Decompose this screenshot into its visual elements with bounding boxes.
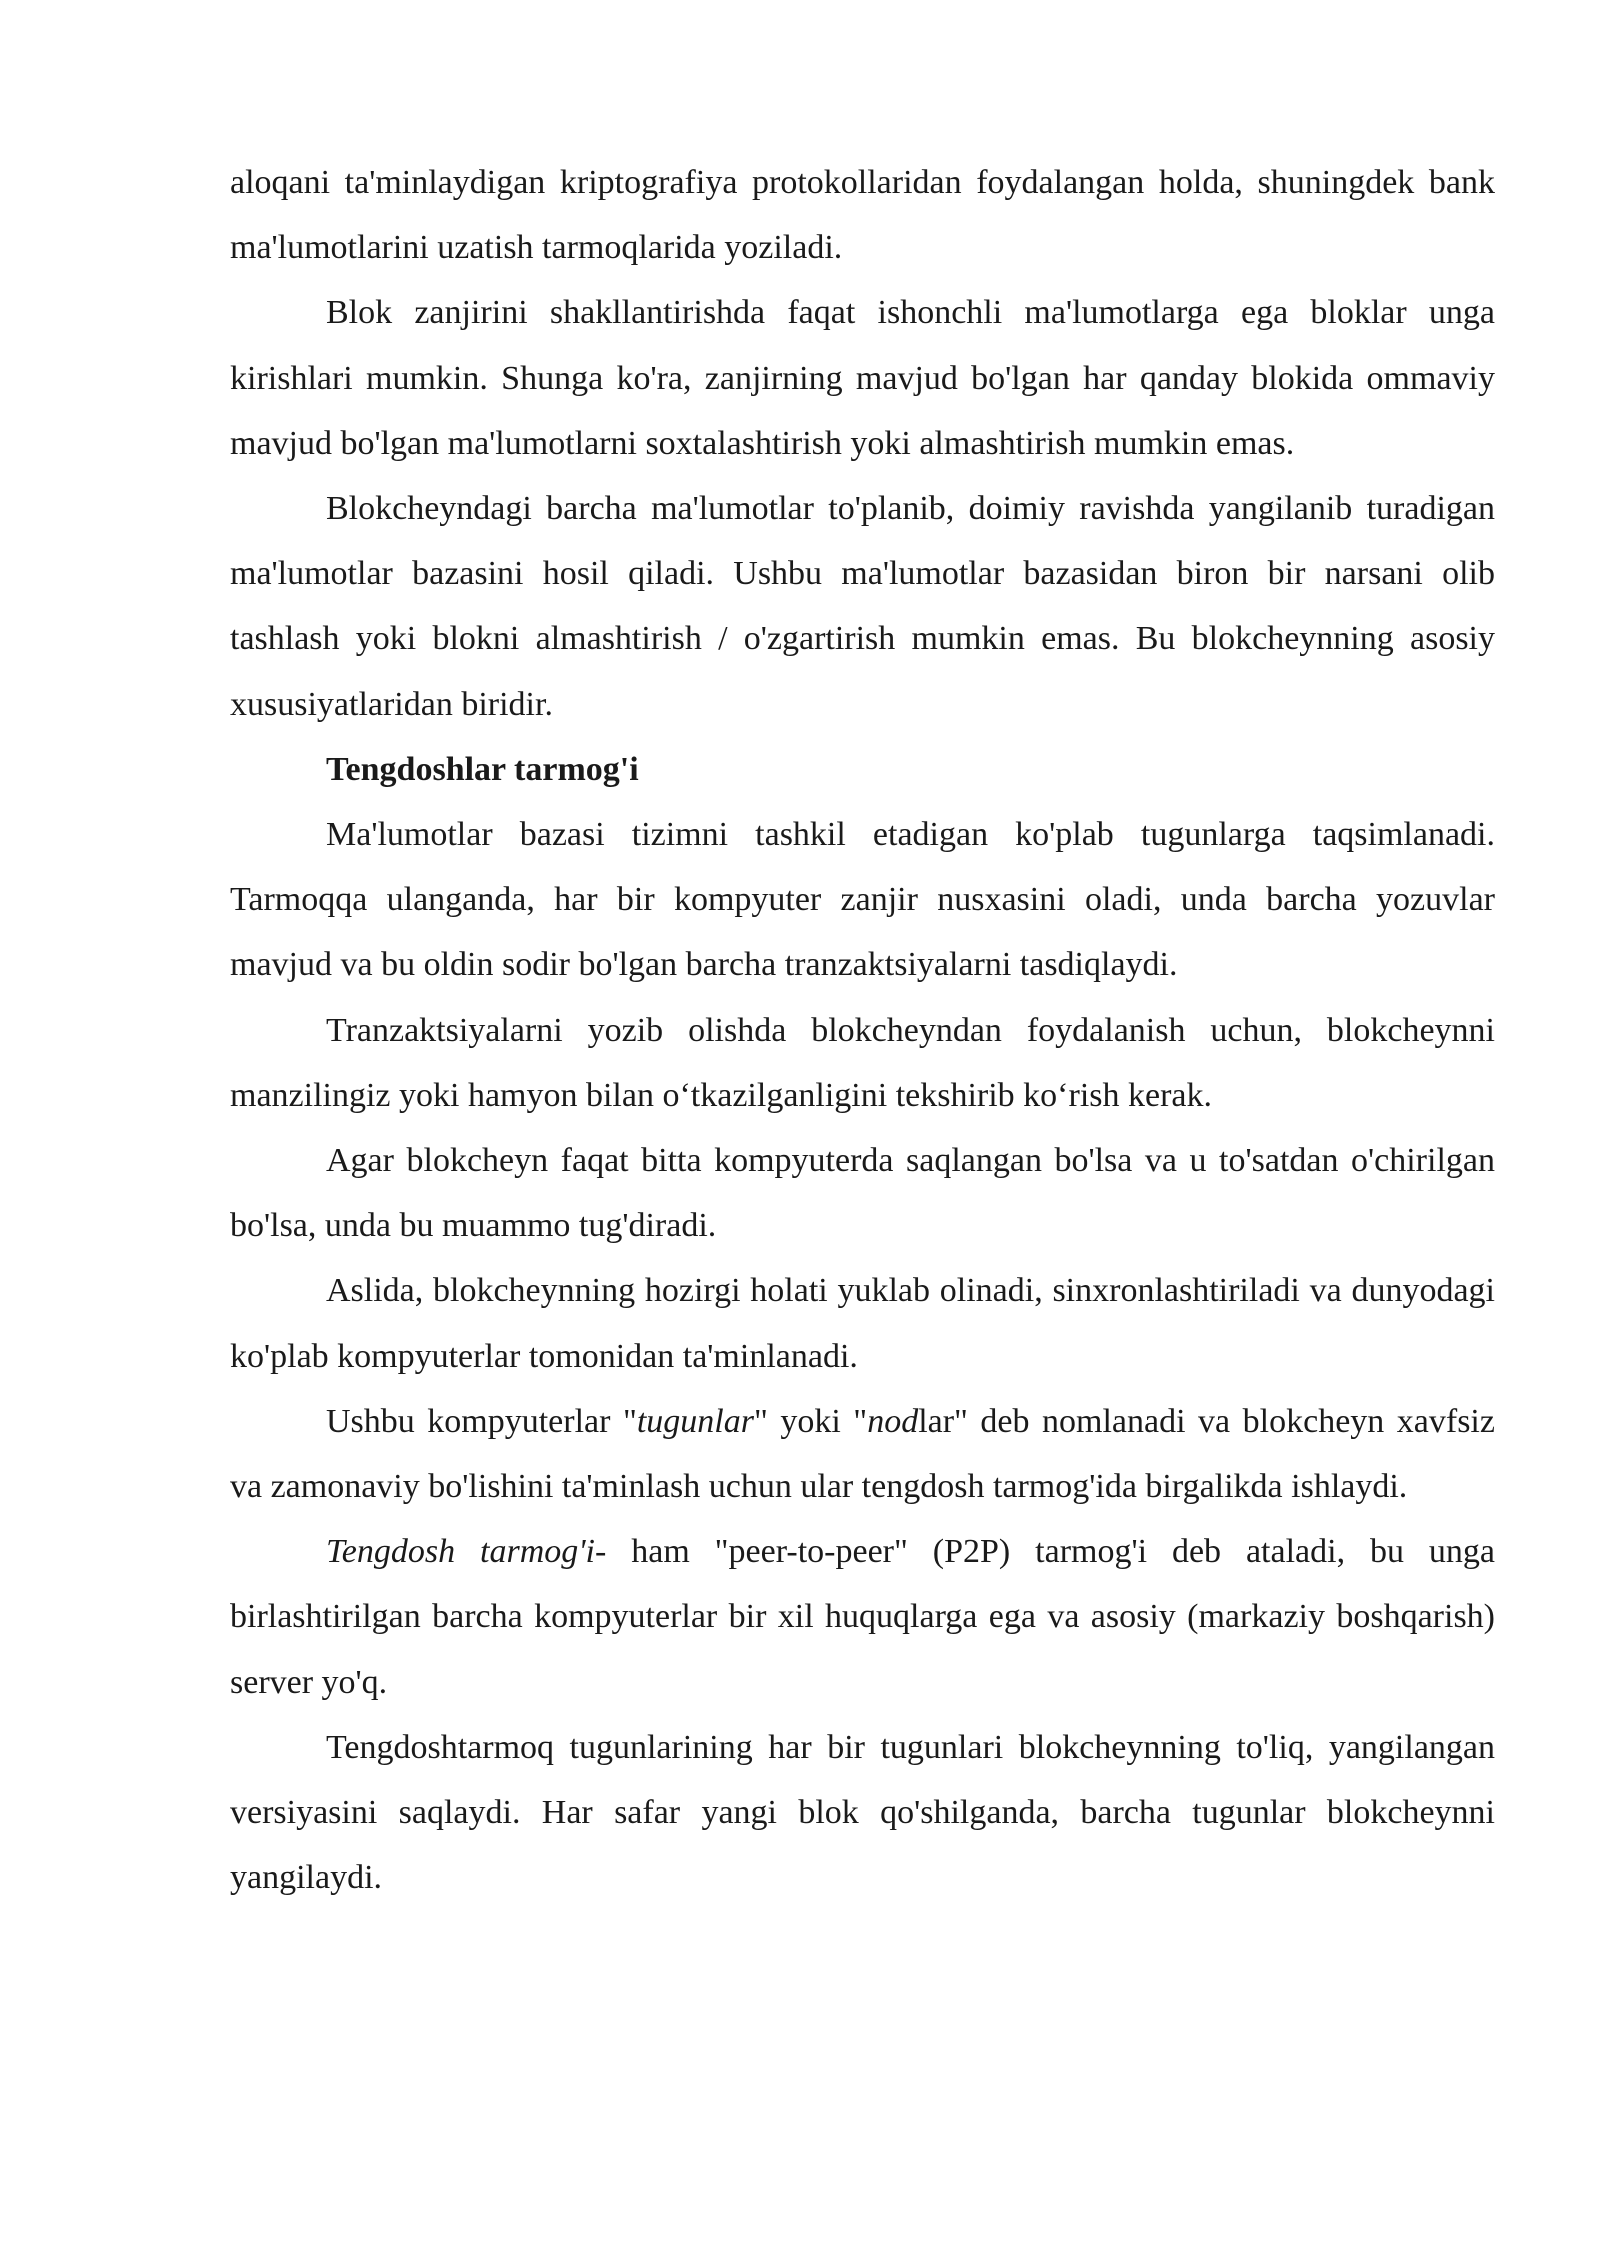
- paragraph-5: Tranzaktsiyalarni yozib olishda blokcheyndan foydalanish uchun, blokcheynni manzilingiz yoki hamyon bilan o‘tkazilganligini tekshirib ko‘rish kerak.: [230, 1011, 1495, 1114]
- paragraph-3: Blokcheyndagi barcha ma'lumotlar to'planib, doimiy ravishda yangilanib turadigan ma'lumotlar bazasini hosil qiladi. Ushbu ma'lumotlar bazasidan biron bir narsani olib tashlash yoki blokni almashtirish / o'zgartirish mumkin emas. Bu blokcheynning asosiy xususiyatlaridan biridir.: [230, 490, 1495, 723]
- paragraph-8-text-2: " yoki ": [753, 1402, 868, 1440]
- paragraph-7: Aslida, blokcheynning hozirgi holati yuklab olinadi, sinxronlashtiriladi va dunyodagi ko'plab kompyuterlar tomonidan ta'minlanadi.: [230, 1272, 1495, 1375]
- paragraph-1: aloqani ta'minlaydigan kriptografiya protokollaridan foydalangan holda, shuningdek bank ma'lumotlarini uzatish tarmoqlarida yoziladi.: [230, 164, 1495, 267]
- paragraph-8-italic-1: tugunlar: [636, 1402, 754, 1440]
- paragraph-9-italic: Tengdosh tarmog'i: [326, 1533, 595, 1571]
- paragraph-8: [230, 1389, 1495, 1519]
- paragraph-4: Ma'lumotlar bazasi tizimni tashkil etadigan ko'plab tugunlarga taqsimlanadi. Tarmoqqa ulanganda, har bir kompyuter zanjir nusxasini oladi, unda barcha yozuvlar mavjud va bu oldin sodir bo'lgan barcha tranzaktsiyalarni tasdiqlaydi.: [230, 816, 1495, 984]
- section-heading: Tengdoshlar tarmog'i: [326, 750, 639, 788]
- paragraph-9-text: - ham "peer-to-peer" (P2P) tarmog'i deb ataladi, bu unga birlashtirilgan barcha kompyuterlar bir xil huquqlarga ega va asosiy (markaziy boshqarish) server yo'q.: [230, 1533, 1496, 1701]
- paragraph-9: [230, 1519, 1495, 1715]
- document-page: [230, 150, 1495, 1910]
- paragraph-2: Blok zanjirini shakllantirishda faqat ishonchli ma'lumotlarga ega bloklar unga kirishlari mumkin. Shunga ko'ra, zanjirning mavjud bo'lgan har qanday blokida ommaviy mavjud bo'lgan ma'lumotlarni soxtalashtirish yoki almashtirish mumkin emas.: [230, 294, 1495, 462]
- paragraph-6: Agar blokcheyn faqat bitta kompyuterda saqlangan bo'lsa va u to'satdan o'chirilgan bo'lsa, unda bu muammo tug'diradi.: [230, 1142, 1495, 1245]
- paragraph-8-italic-2: nod: [867, 1402, 919, 1440]
- paragraph-8-text-3: lar" deb nomlanadi va blokcheyn xavfsiz va zamonaviy bo'lishini ta'minlash uchun ular tengdosh tarmog'ida birgalikda ishlaydi.: [230, 1402, 1495, 1506]
- paragraph-8-text-1: Ushbu kompyuterlar ": [326, 1402, 637, 1440]
- paragraph-10: Tengdoshtarmoq tugunlarining har bir tugunlari blokcheynning to'liq, yangilangan versiyasini saqlaydi. Har safar yangi blok qo'shilganda, barcha tugunlar blokcheynni yangilaydi.: [230, 1728, 1495, 1897]
